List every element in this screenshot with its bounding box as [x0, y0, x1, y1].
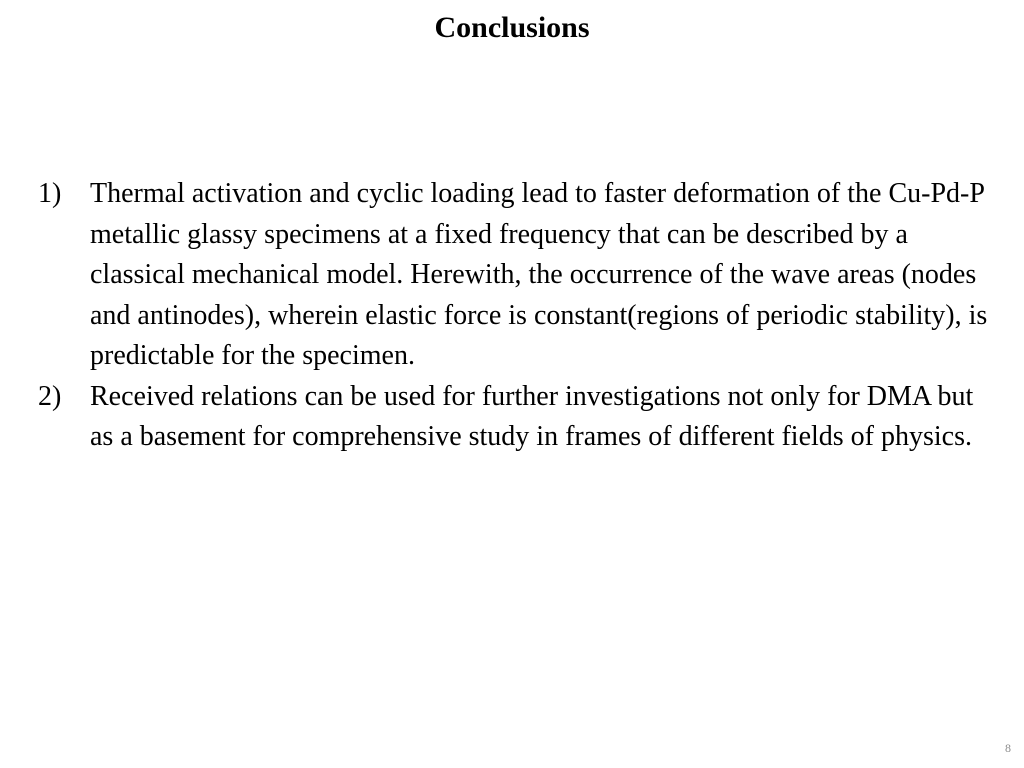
slide-page-number: 8	[1005, 741, 1011, 755]
conclusion-item-2	[38, 377, 998, 458]
item-text: Received relations can be used for further investigations not only for DMA but as a basement for comprehensive study in frames of different fields of physics.	[90, 380, 974, 452]
item-number: 2)	[38, 380, 62, 412]
conclusion-item-1	[38, 174, 998, 377]
item-number: 1)	[38, 178, 62, 209]
slide-title: Conclusions	[434, 11, 590, 44]
item-text: Thermal activation and cyclic loading lead to faster deformation of the Cu-Pd-P metallic glassy specimens at a fixed frequency that can be described by a classical mechanical model. Herewith, the occurrence of the wave areas (nodes and antinodes), wherein elastic force is constant(regions of periodic stability), is predictable for the specimen.	[90, 178, 988, 371]
conclusions-list	[38, 174, 998, 458]
